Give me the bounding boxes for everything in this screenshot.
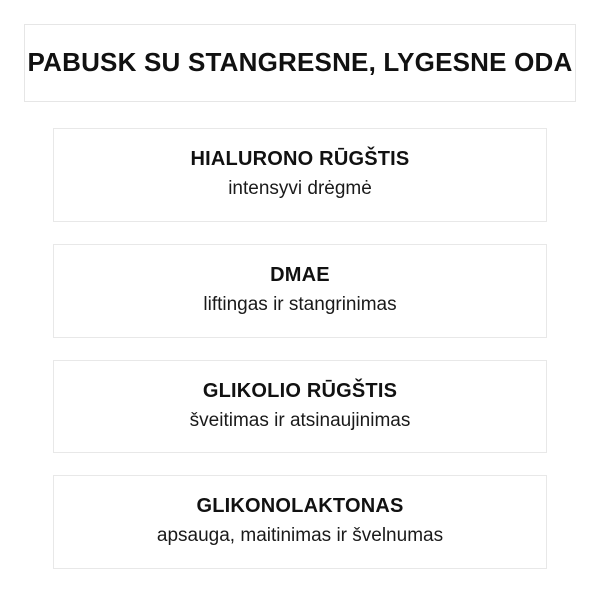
- ingredient-name: GLIKONOLAKTONAS: [196, 495, 404, 518]
- ingredient-benefit: liftingas ir stangrinimas: [203, 293, 397, 315]
- ingredient-benefit: apsauga, maitinimas ir švelnumas: [156, 525, 444, 547]
- ingredient-card: [53, 475, 547, 569]
- page-title: PABUSK SU STANGRESNE, LYGESNE ODA: [27, 47, 573, 78]
- ingredient-benefit: šveitimas ir atsinaujinimas: [189, 409, 411, 431]
- ingredient-list: [16, 128, 584, 591]
- ingredient-name: HIALURONO RŪGŠTIS: [190, 148, 410, 170]
- headline-banner: [24, 24, 576, 102]
- ingredient-card: [53, 360, 547, 454]
- ingredient-card: [53, 244, 547, 338]
- ingredient-name: DMAE: [270, 263, 330, 286]
- ingredient-card: [53, 128, 547, 222]
- ingredient-name: GLIKOLIO RŪGŠTIS: [202, 379, 398, 402]
- ingredient-benefit: intensyvi drėgmė: [228, 178, 372, 199]
